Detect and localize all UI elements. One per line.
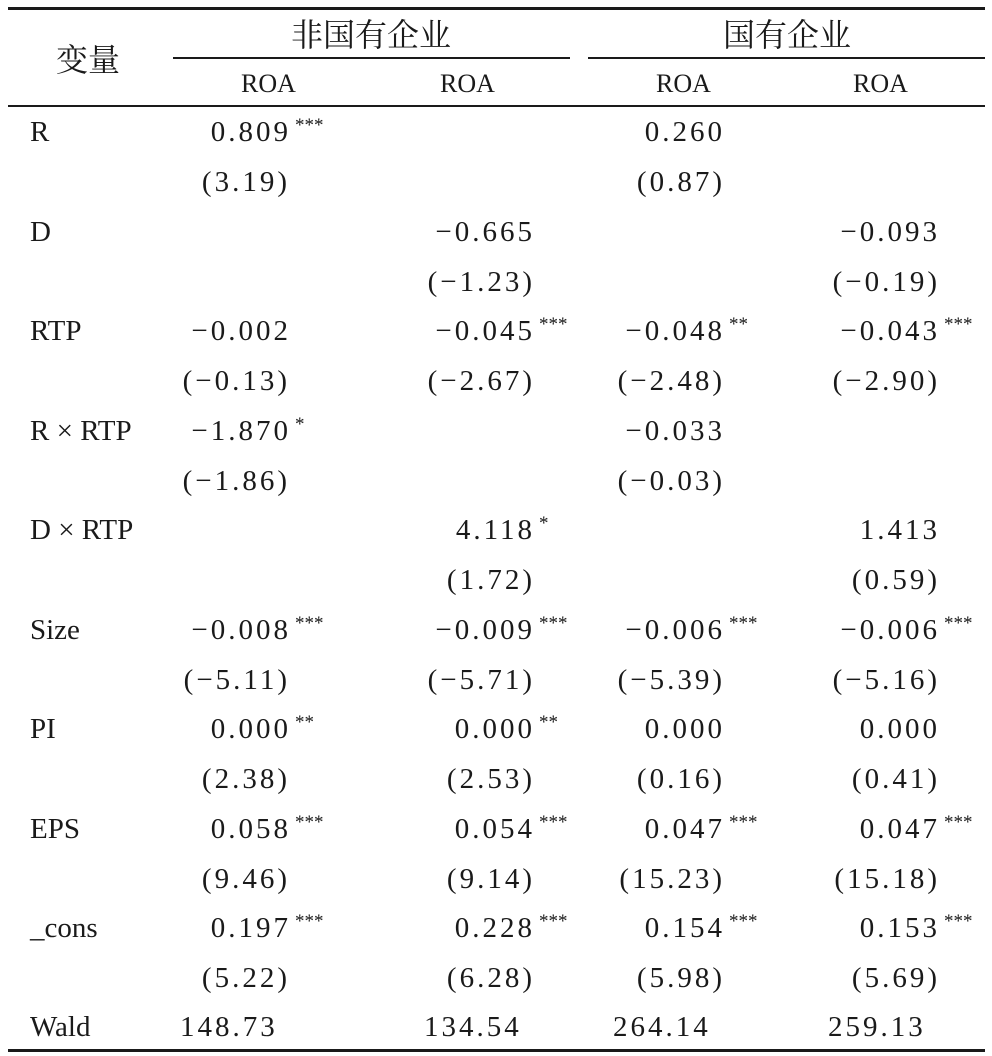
column-header-3: ROA xyxy=(656,69,711,98)
coef-cell: 0.000 xyxy=(644,713,725,745)
coef-cell: 0.154 xyxy=(644,912,725,944)
coef-cell: −0.045 xyxy=(435,315,535,347)
t-stat-cell: (5.98) xyxy=(636,962,725,994)
significance-stars: *** xyxy=(539,314,568,335)
coef-cell: 0.054 xyxy=(454,812,535,845)
column-header-2: ROA xyxy=(440,69,495,98)
t-stat-cell: (−0.13) xyxy=(182,365,290,397)
group-rule-non-soe xyxy=(173,57,570,59)
significance-stars: *** xyxy=(944,314,973,335)
coef-cell: 4.118 xyxy=(455,514,535,546)
t-stat-cell: (0.41) xyxy=(851,763,940,795)
significance-stars: *** xyxy=(729,911,758,932)
t-stat-cell: (5.69) xyxy=(851,962,940,994)
t-stat-cell: (−2.90) xyxy=(832,365,940,397)
coef-cell: 0.153 xyxy=(859,912,940,944)
coef-cell: −1.870 xyxy=(191,414,291,447)
wald-cell: 264.14 xyxy=(613,1011,711,1043)
row-label: D xyxy=(30,215,51,248)
header-bottom-rule xyxy=(8,105,985,107)
coef-cell: 0.000 xyxy=(454,713,535,745)
coef-cell: 0.047 xyxy=(644,812,725,845)
row-label: Size xyxy=(30,613,80,646)
wald-cell: 148.73 xyxy=(180,1011,278,1043)
row-label: PI xyxy=(30,713,56,745)
t-stat-cell: (2.38) xyxy=(201,763,290,795)
table-top-rule xyxy=(8,7,985,10)
coef-cell: 0.260 xyxy=(644,116,725,148)
row-label: EPS xyxy=(30,812,80,845)
significance-stars: ** xyxy=(729,314,748,335)
coef-cell: −0.093 xyxy=(840,215,940,248)
significance-stars: *** xyxy=(539,911,568,932)
significance-stars: *** xyxy=(539,811,568,833)
t-stat-cell: (−1.23) xyxy=(427,265,535,298)
t-stat-cell: (15.18) xyxy=(834,862,940,895)
t-stat-cell: (9.46) xyxy=(201,862,290,895)
coef-cell: −0.006 xyxy=(625,613,725,646)
t-stat-cell: (−0.19) xyxy=(832,265,940,298)
row-label: RTP xyxy=(30,315,82,347)
coef-cell: −0.002 xyxy=(191,315,291,347)
coef-cell: 0.000 xyxy=(859,713,940,745)
significance-stars: ** xyxy=(539,712,558,733)
t-stat-cell: (−5.16) xyxy=(832,663,940,696)
coef-cell: −0.048 xyxy=(625,315,725,347)
t-stat-cell: (5.22) xyxy=(201,962,290,994)
significance-stars: * xyxy=(539,513,549,534)
coef-cell: 0.228 xyxy=(454,912,535,944)
t-stat-cell: (−5.11) xyxy=(183,663,290,696)
t-stat-cell: (−5.39) xyxy=(617,663,725,696)
row-label: R × RTP xyxy=(30,414,132,447)
row-label: D × RTP xyxy=(30,514,134,546)
variable-header: 变量 xyxy=(56,42,121,78)
t-stat-cell: (−1.86) xyxy=(182,464,290,497)
significance-stars: * xyxy=(295,413,305,435)
coef-cell: −0.665 xyxy=(435,215,535,248)
coef-cell: 0.058 xyxy=(210,812,291,845)
t-stat-cell: (−2.67) xyxy=(427,365,535,397)
group-header-soe: 国有企业 xyxy=(723,17,852,53)
significance-stars: *** xyxy=(539,612,568,634)
coef-cell: 0.809 xyxy=(210,116,291,148)
t-stat-cell: (6.28) xyxy=(446,962,535,994)
significance-stars: ** xyxy=(295,712,314,733)
t-stat-cell: (3.19) xyxy=(201,166,290,198)
t-stat-cell: (0.16) xyxy=(636,763,725,795)
t-stat-cell: (−2.48) xyxy=(617,365,725,397)
group-header-non-soe: 非国有企业 xyxy=(291,17,452,53)
t-stat-cell: (2.53) xyxy=(446,763,535,795)
wald-cell: 134.54 xyxy=(424,1011,522,1043)
wald-cell: 259.13 xyxy=(828,1011,926,1043)
t-stat-cell: (0.59) xyxy=(851,564,940,596)
row-label: Wald xyxy=(30,1011,91,1043)
coef-cell: −0.008 xyxy=(191,613,291,646)
t-stat-cell: (1.72) xyxy=(446,564,535,596)
t-stat-cell: (15.23) xyxy=(619,862,725,895)
group-rule-soe xyxy=(588,57,985,59)
significance-stars: *** xyxy=(295,115,324,136)
table-bottom-rule xyxy=(8,1049,985,1052)
coef-cell: 0.197 xyxy=(210,912,291,944)
significance-stars: *** xyxy=(944,612,973,634)
significance-stars: *** xyxy=(944,911,973,932)
significance-stars: *** xyxy=(729,811,758,833)
significance-stars: *** xyxy=(729,612,758,634)
t-stat-cell: (9.14) xyxy=(446,862,535,895)
row-label: _cons xyxy=(30,912,98,944)
t-stat-cell: (0.87) xyxy=(636,166,725,198)
column-header-4: ROA xyxy=(853,69,908,98)
coef-cell: −0.033 xyxy=(625,414,725,447)
significance-stars: *** xyxy=(944,811,973,833)
t-stat-cell: (−5.71) xyxy=(427,663,535,696)
coef-cell: 0.000 xyxy=(210,713,291,745)
coef-cell: −0.006 xyxy=(840,613,940,646)
coef-cell: 1.413 xyxy=(859,514,940,546)
coef-cell: 0.047 xyxy=(859,812,940,845)
significance-stars: *** xyxy=(295,811,324,833)
column-header-1: ROA xyxy=(241,69,296,98)
row-label: R xyxy=(30,116,50,148)
coef-cell: −0.043 xyxy=(840,315,940,347)
coef-cell: −0.009 xyxy=(435,613,535,646)
significance-stars: *** xyxy=(295,612,324,634)
significance-stars: *** xyxy=(295,911,324,932)
t-stat-cell: (−0.03) xyxy=(617,464,725,497)
